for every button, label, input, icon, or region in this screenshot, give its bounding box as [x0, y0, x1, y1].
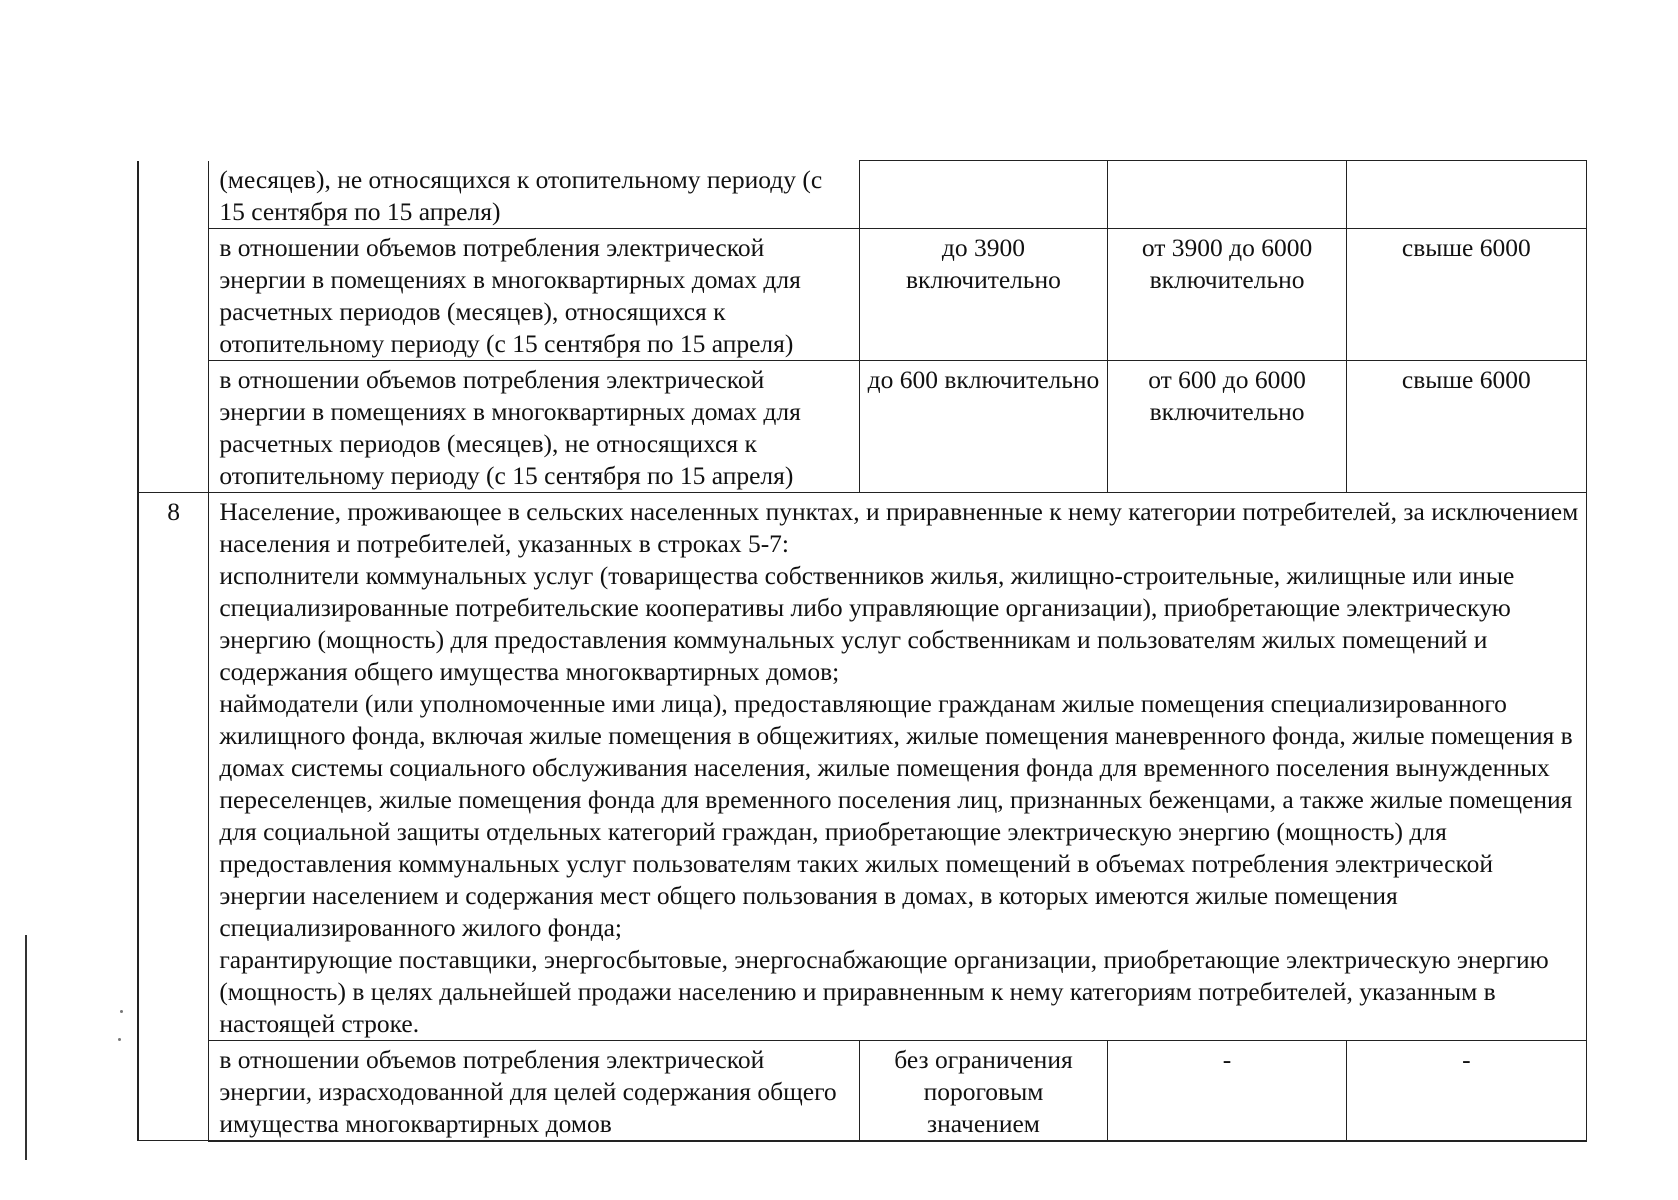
threshold-mid: от 3900 до 6000 включительно — [1108, 228, 1346, 360]
row-description: в отношении объемов потребления электрической энергии, израсходованной для целей содержания общего имущества многоквартирных домов — [209, 1040, 859, 1141]
threshold-high: - — [1346, 1040, 1586, 1141]
tariff-table — [137, 160, 1587, 1142]
row-number: 8 — [138, 492, 209, 1141]
table-row — [138, 228, 1587, 360]
row-8-paragraph: Население, проживающее в сельских населенных пунктах, и приравненные к нему категории потребителей, за исключением населения и потребителей, указанных в строках 5-7: — [219, 496, 1579, 558]
threshold-mid: от 600 до 6000 включительно — [1108, 360, 1346, 492]
row-8-paragraph: наймодатели (или уполномоченные ими лица), предоставляющие гражданам жилые помещения специализированного жилищного фонда, включая жилые помещения в общежитиях, жилые помещения маневренного фонда, жилые помещения в домах системы социального обслуживания населения, жилые помещения фонда для временного поселения вынужденных переселенцев, жилые помещения фонда для временного поселения лиц, признанных беженцами, а также жилые помещения для социальной защиты отдельных категорий граждан, приобретающие электрическую энергию (мощность) для предоставления коммунальных услуг пользователям таких жилых помещений в объемах потребления электрической энергии населением и содержания мест общего пользования в домах, в которых имеются жилые помещения специализированного жилого фонда; — [219, 688, 1573, 942]
table-row — [138, 161, 1587, 229]
threshold-high: свыше 6000 — [1346, 360, 1586, 492]
threshold-high: свыше 6000 — [1346, 228, 1586, 360]
row-number-cell — [138, 228, 209, 360]
threshold-low: без ограничения пороговым значением — [859, 1040, 1108, 1141]
row-number-cell — [138, 161, 209, 229]
table-row — [138, 492, 1587, 1040]
page-edge-line — [25, 935, 27, 1160]
row-description: в отношении объемов потребления электрической энергии в помещениях в многоквартирных домах для расчетных периодов (месяцев), относящихся к отопительному периоду (с 15 сентября по 15 апреля) — [209, 228, 859, 360]
threshold-high — [1346, 161, 1586, 229]
row-8-paragraph: гарантирующие поставщики, энергосбытовые, энергоснабжающие организации, приобретающие электрическую энергию (мощность) в целях дальнейшей продажи населению и приравненным к нему категориям потребителей, указанным в настоящей строке. — [219, 944, 1549, 1038]
table-row — [138, 360, 1587, 492]
threshold-low: до 3900 включительно — [859, 228, 1108, 360]
threshold-low — [859, 161, 1108, 229]
row-8-category-text — [209, 492, 1587, 1040]
threshold-low: до 600 включительно — [859, 360, 1108, 492]
row-description: в отношении объемов потребления электрической энергии в помещениях в многоквартирных домах для расчетных периодов (месяцев), не относящихся к отопительному периоду (с 15 сентября по 15 апреля) — [209, 360, 859, 492]
threshold-mid: - — [1108, 1040, 1346, 1141]
table-row — [138, 1040, 1587, 1141]
scan-speck — [118, 1038, 121, 1041]
threshold-mid — [1108, 161, 1346, 229]
scan-speck — [120, 1010, 123, 1013]
row-description: (месяцев), не относящихся к отопительному периоду (с 15 сентября по 15 апреля) — [209, 161, 859, 229]
row-8-paragraph: исполнители коммунальных услуг (товарищества собственников жилья, жилищно-строительные, жилищные или иные специализированные потребительские кооперативы либо управляющие организации), приобретающие электрическую энергию (мощность) для предоставления коммунальных услуг собственникам и пользователям жилых помещений и содержания общего имущества многоквартирных домов; — [219, 560, 1515, 686]
row-number-cell — [138, 360, 209, 492]
